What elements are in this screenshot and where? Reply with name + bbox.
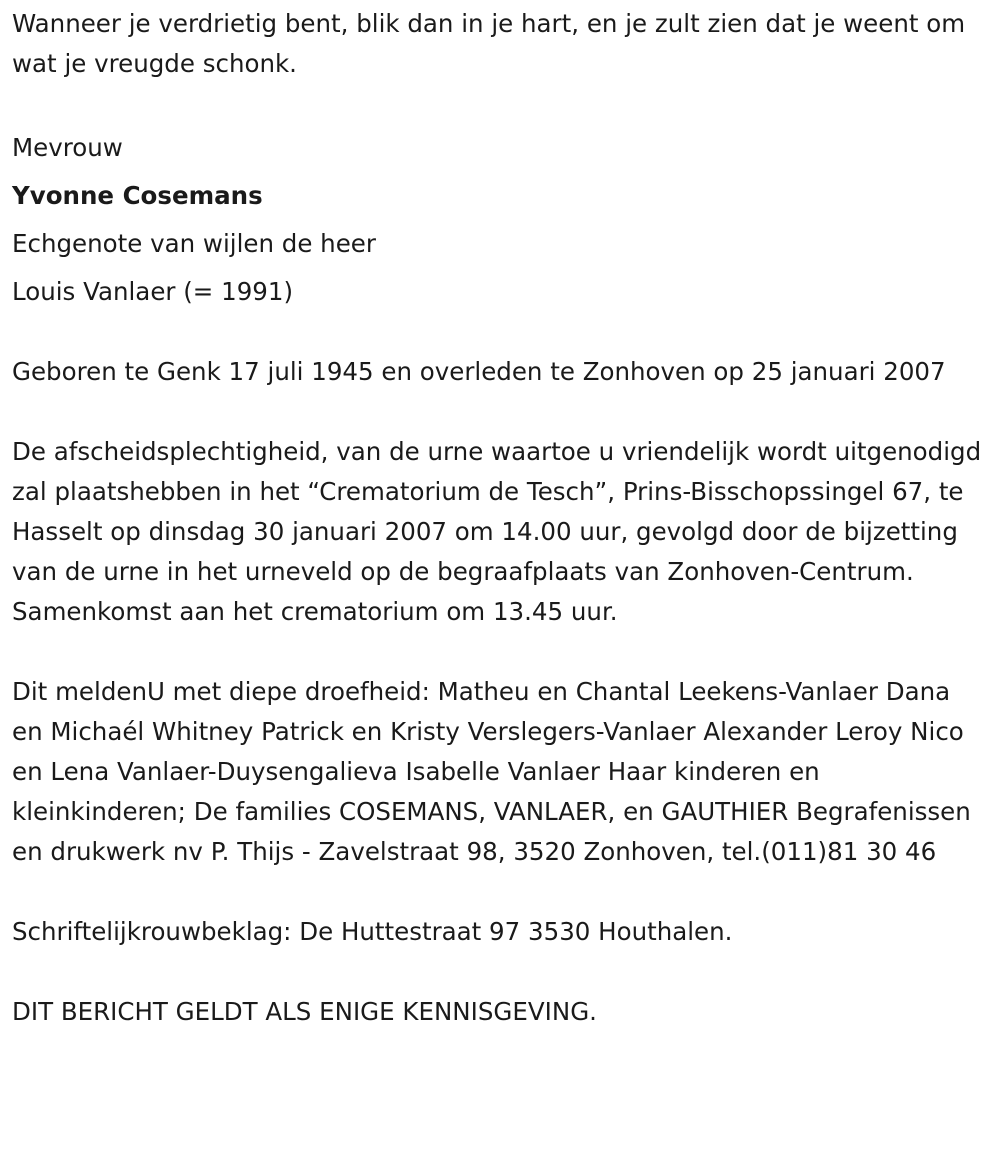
spacer	[12, 952, 988, 992]
notice-paragraph: DIT BERICHT GELDT ALS ENIGE KENNISGEVING.	[12, 997, 597, 1026]
spacer	[12, 316, 988, 352]
salutation: Mevrouw	[12, 133, 123, 162]
spouse-line-1: Echgenote van wijlen de heer	[12, 229, 376, 258]
ceremony-paragraph: De afscheidsplechtigheid, van de urne waartoe u vriendelijk wordt uitgenodigd zal plaatshebben in het “Crematorium de Tesch”, Prins-Bisschopssingel 67, te Hasselt op dinsdag 30 januari 2007 om 14.00 uur, gevolgd door de bijzetting van de urne in het urneveld op de begraafplaats van Zonhoven-Centrum. Samenkomst aan het crematorium om 13.45 uur.	[12, 437, 982, 626]
spacer	[12, 392, 988, 432]
quote-paragraph: Wanneer je verdrietig bent, blik dan in je hart, en je zult zien dat je weent om wat je vreugde schonk.	[12, 9, 966, 78]
condolences-paragraph: Schriftelijkrouwbeklag: De Huttestraat 97 3530 Houthalen.	[12, 917, 733, 946]
spouse-line-2: Louis Vanlaer (= 1991)	[12, 277, 294, 306]
birth-death-paragraph: Geboren te Genk 17 juli 1945 en overleden te Zonhoven op 25 januari 2007	[12, 357, 946, 386]
spacer	[12, 84, 988, 124]
spacer	[12, 632, 988, 672]
deceased-name: Yvonne Cosemans	[12, 181, 263, 210]
spacer	[12, 872, 988, 912]
announcement-paragraph: Dit meldenU met diepe droefheid: Matheu en Chantal Leekens-Vanlaer Dana en Michaél Whitney Patrick en Kristy Verslegers-Vanlaer Alexander Leroy Nico en Lena Vanlaer-Duysengalieva Isabelle Vanlaer Haar kinderen en kleinkinderen; De families COSEMANS, VANLAER, en GAUTHIER Begrafenissen en drukwerk nv P. Thijs - Zavelstraat 98, 3520 Zonhoven, tel.(011)81 30 46	[12, 677, 971, 866]
